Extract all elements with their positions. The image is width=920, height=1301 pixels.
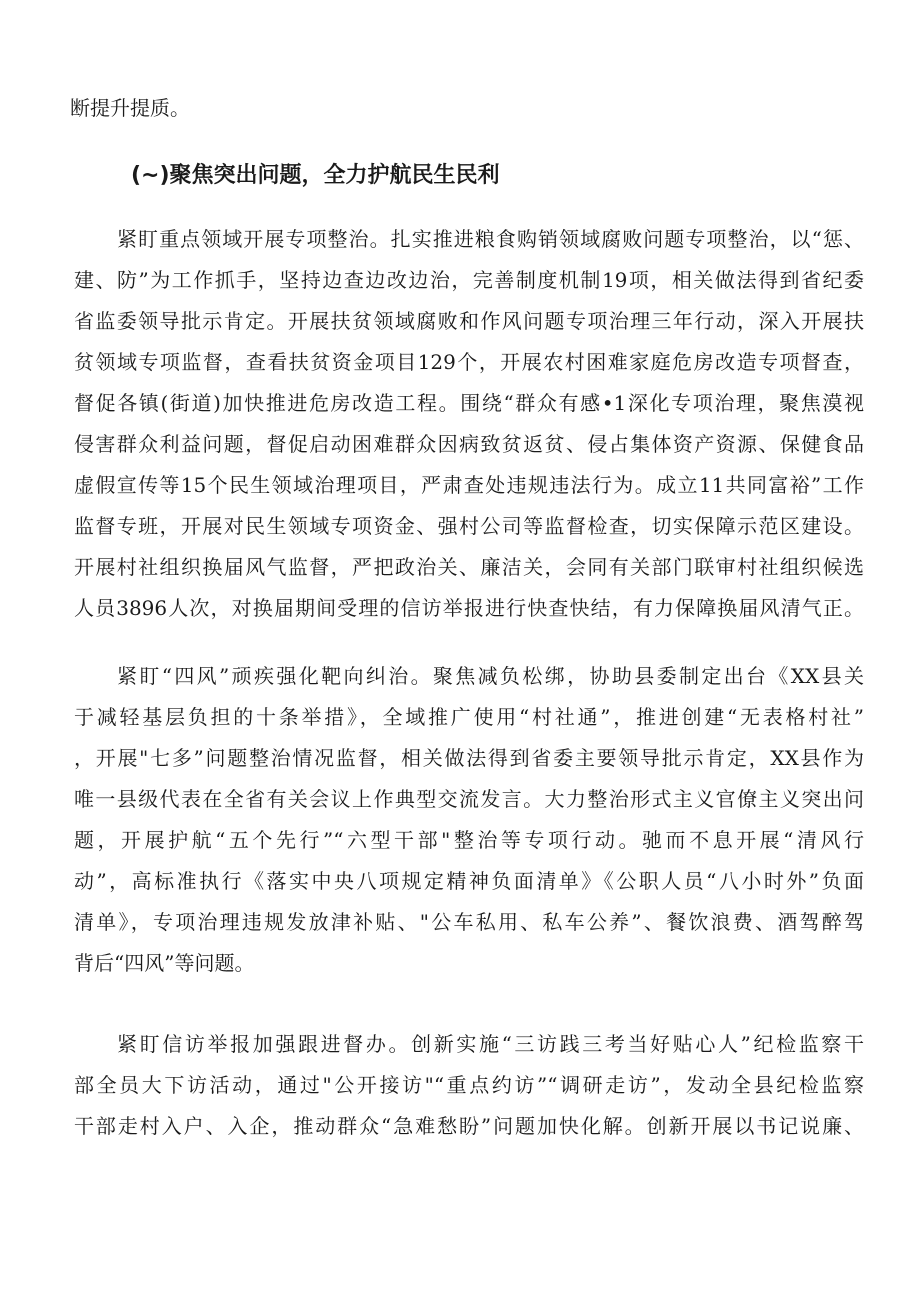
text-line: 贫领域专项监督，查看扶贫资金项目129个，开展农村困难家庭危房改造专项督查， (74, 350, 864, 374)
text-line: 建、防”为工作抓手，坚持边查边改边治，完善制度机制19项，相关做法得到省纪委 (74, 268, 864, 292)
text-line: 人员3896人次，对换届期间受理的信访举报进行快查快结，有力保障换届风清气正。 (74, 596, 864, 620)
text-line: 题，开展护航“五个先行”“六型干部"整治等专项行动。驰而不息开展“清风行 (74, 828, 864, 852)
section-heading: (~)聚焦突出问题，全力护航民生民利 (131, 163, 500, 188)
text-line: 断提升提质。 (70, 96, 190, 120)
text-line: ，开展"七多”问题整治情况监督，相关做法得到省委主要领导批示肯定，XX县作为 (74, 746, 864, 770)
text-line: 虚假宣传等15个民生领域治理项目，严肃查处违规违法行为。成立11共同富裕”工作 (74, 473, 864, 497)
text-line: 侵害群众利益问题，督促启动困难群众因病致贫返贫、侵占集体资产资源、保健食品 (74, 432, 864, 456)
text-line: 督促各镇(街道)加快推进危房改造工程。围绕“群众有感•1深化专项治理，聚焦漠视 (74, 391, 864, 415)
text-line: 紧盯信访举报加强跟进督办。创新实施“三访践三考当好贴心人”纪检监察干 (117, 1032, 864, 1056)
text-line: 唯一县级代表在全省有关会议上作典型交流发言。大力整治形式主义官僚主义突出问 (74, 787, 864, 811)
text-line: 清单》，专项治理违规发放津补贴、"公车私用、私车公养”、餐饮浪费、酒驾醉驾 (74, 910, 864, 934)
text-line: 开展村社组织换届风气监督，严把政治关、廉洁关，会同有关部门联审村社组织候选 (74, 555, 864, 579)
text-line: 省监委领导批示肯定。开展扶贫领域腐败和作风问题专项治理三年行动，深入开展扶 (74, 309, 864, 333)
text-line: 动”，高标准执行《落实中央八项规定精神负面清单》《公职人员“八小时外”负面 (74, 869, 864, 893)
text-line: 部全员大下访活动，通过"公开接访"“重点约访”“调研走访”，发动全县纪检监察 (74, 1073, 864, 1097)
text-line: 紧盯“四风”顽疾强化靶向纠治。聚焦减负松绑，协助县委制定出台《XX县关 (117, 664, 864, 688)
text-line: 紧盯重点领域开展专项整治。扎实推进粮食购销领域腐败问题专项整治，以“惩、 (117, 227, 864, 251)
text-line: 于减轻基层负担的十条举措》，全域推广使用“村社通”，推进创建“无表格村社” (74, 705, 864, 729)
text-line: 监督专班，开展对民生领域专项资金、强村公司等监督检查，切实保障示范区建设。 (74, 514, 864, 538)
text-line: 背后“四风”等问题。 (74, 951, 255, 975)
text-line: 干部走村入户、入企，推动群众“急难愁盼”问题加快化解。创新开展以书记说廉、 (74, 1114, 864, 1138)
